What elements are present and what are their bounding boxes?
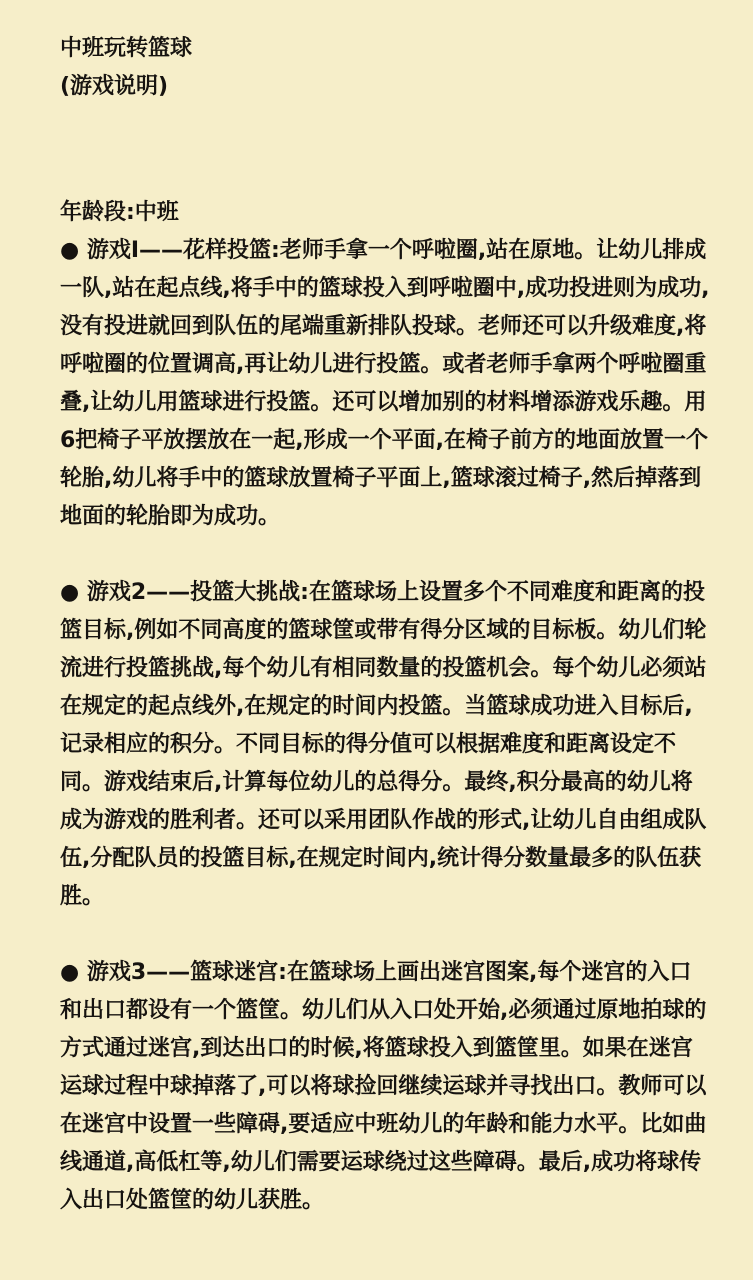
document-subtitle: (游戏说明) (60, 74, 169, 99)
spacer (60, 106, 713, 194)
paragraph-gap (60, 536, 713, 574)
game-1-paragraph: ● 游戏I——花样投篮:老师手拿一个呼啦圈,站在原地。让幼儿排成一队,站在起点线,将手中的篮球投入到呼啦圈中,成功投进则为成功,没有投进就回到队伍的尾端重新排队投球。老师还可以升级难度,将呼啦圈的位置调高,再让幼儿进行投篮。或者老师手拿两个呼啦圈重叠,让幼儿用篮球进行投篮。还可以增加别的材料增添游戏乐趣。用6把椅子平放摆放在一起,形成一个平面,在椅子前方的地面放置一个轮胎,幼儿将手中的篮球放置椅子平面上,篮球滚过椅子,然后掉落到地面的轮胎即为成功。 (60, 238, 710, 529)
game-3-paragraph: ● 游戏3——篮球迷宫:在篮球场上画出迷宫图案,每个迷宫的入口和出口都设有一个篮筐。幼儿们从入口处开始,必须通过原地拍球的方式通过迷宫,到达出口的时候,将篮球投入到篮筐里。如果在迷宫运球过程中球掉落了,可以将球捡回继续运球并寻找出口。教师可以在迷宫中设置一些障碍,要适应中班幼儿的年龄和能力水平。比如曲线通道,高低杠等,幼儿们需要运球绕过这些障碍。最后,成功将球传入出口处篮筐的幼儿获胜。 (60, 960, 707, 1213)
paragraph-gap (60, 916, 713, 954)
age-group: 年龄段:中班 (60, 200, 179, 225)
title-block (60, 30, 713, 106)
document-title: 中班玩转篮球 (60, 36, 193, 61)
game-2-paragraph: ● 游戏2——投篮大挑战:在篮球场上设置多个不同难度和距离的投篮目标,例如不同高度的篮球筐或带有得分区域的目标板。幼儿们轮流进行投篮挑战,每个幼儿有相同数量的投篮机会。每个幼儿必须站在规定的起点线外,在规定的时间内投篮。当篮球成功进入目标后,记录相应的积分。不同目标的得分值可以根据难度和距离设定不同。游戏结束后,计算每位幼儿的总得分。最终,积分最高的幼儿将成为游戏的胜利者。还可以采用团队作战的形式,让幼儿自由组成队伍,分配队员的投篮目标,在规定时间内,统计得分数量最多的队伍获胜。 (60, 580, 707, 909)
